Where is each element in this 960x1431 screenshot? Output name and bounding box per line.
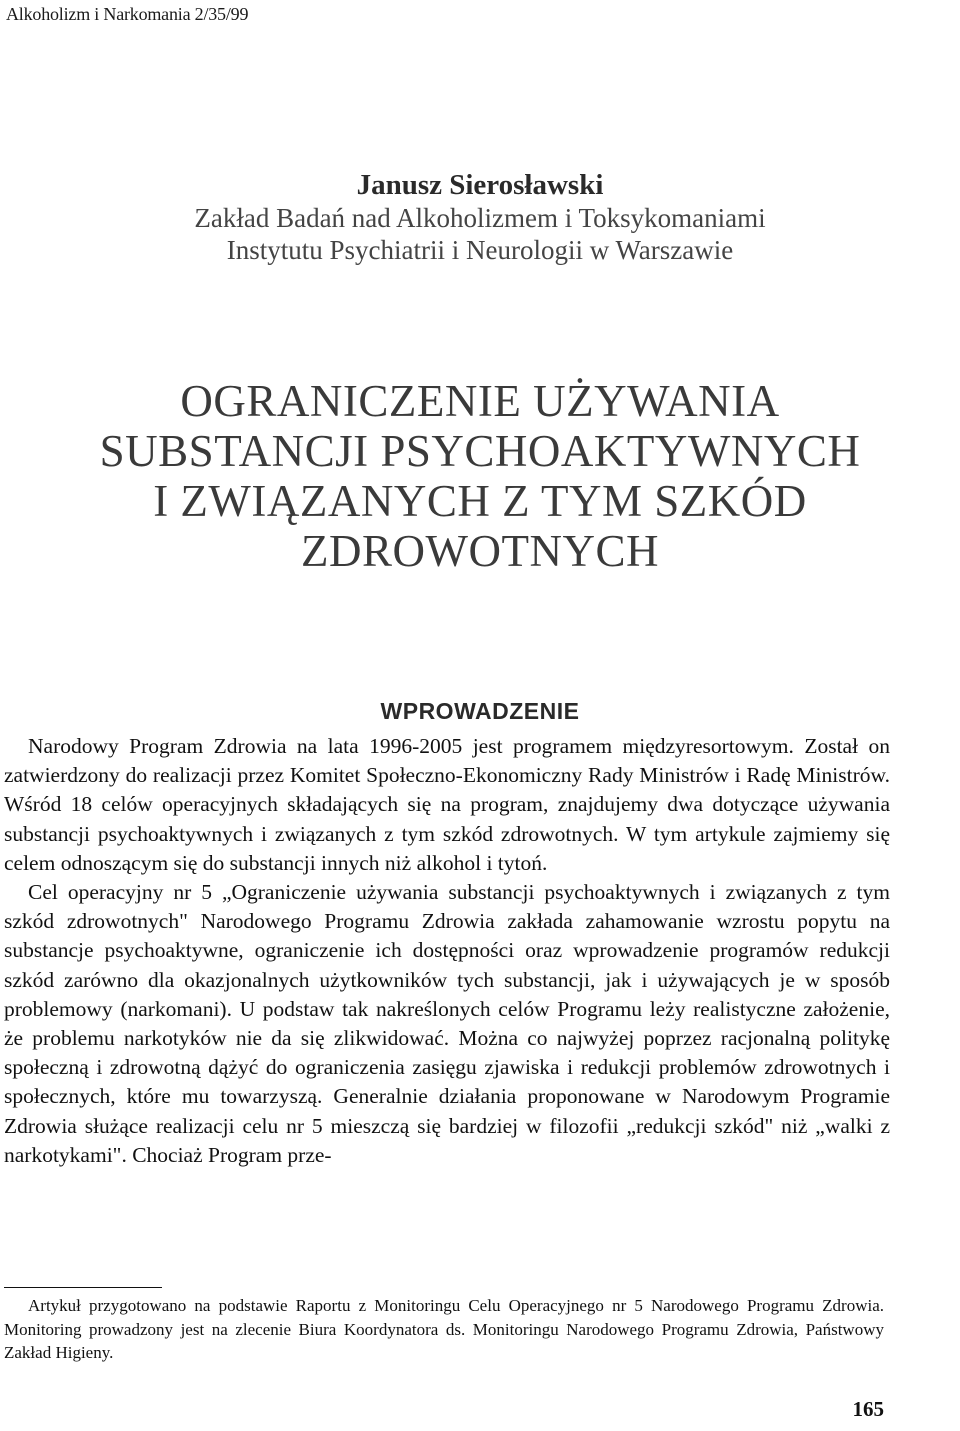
running-head: Alkoholizm i Narkomania 2/35/99 <box>6 4 249 24</box>
footnote: Artykuł przygotowano na podstawie Raportu z Monitoringu Celu Operacyjnego nr 5 Narodowego Programu Zdrowia. Monitoring prowadzony jest na zlecenie Biura Koordynatora ds. Monitoringu Narodowego Programu Zdrowia, Państwowy Zakład Higieny. <box>4 1296 884 1362</box>
footnote-divider <box>4 1287 162 1288</box>
paragraph-1: Narodowy Program Zdrowia na lata 1996-2005 jest programem międzyresortowym. Został on zatwierdzony do realizacji przez Komitet Społeczno-Ekonomiczny Rady Ministrów i Radę Ministrów. Wśród 18 celów operacyjnych składających się na program, znajdujemy dwa dotyczące używania substancji psychoaktywnych i związanych z tym szkód zdrowotnych. W tym artykule zajmiemy się celem odnoszącym się do substancji innych niż alkohol i tytoń. <box>4 734 890 875</box>
affiliation-line-2: Instytutu Psychiatrii i Neurologii w Warszawie <box>226 235 734 265</box>
title-line-3: I ZWIĄZANYCH Z TYM SZKÓD <box>153 476 807 526</box>
title-line-2: SUBSTANCJI PSYCHOAKTYWNYCH <box>99 426 861 476</box>
section-heading: WPROWADZENIE <box>380 698 580 724</box>
affiliation-line-1: Zakład Badań nad Alkoholizmem i Toksykomaniami <box>194 203 766 233</box>
body-text <box>4 732 890 1170</box>
author-name: Janusz Sierosławski <box>356 169 604 201</box>
article-title <box>0 376 960 576</box>
paragraph-2: Cel operacyjny nr 5 „Ograniczenie używania substancji psychoaktywnych i związanych z tym szkód zdrowotnych" Narodowego Programu Zdrowia zakłada zahamowanie wzrostu popytu na substancje psychoaktywne, ograniczenie ich dostępności oraz wprowadzenie programów redukcji szkód zarówno dla okazjonalnych użytkowników tych substancji, jak i używających je w sposób problemowy (narkomani). U podstaw tak nakreślonych celów Programu leży realistyczne założenie, że problemu narkotyków nie da się zlikwidować. Można co najwyżej poprzez racjonalną politykę społeczną i zdrowotną dążyć do ograniczenia zasięgu zjawiska i redukcji problemów zdrowotnych i społecznych, które mu towarzyszą. Generalnie działania proponowane w Narodowym Programie Zdrowia służące realizacji celu nr 5 mieszczą się bardziej w filozofii „redukcji szkód" niż „walki z narkotykami". Chociaż Program prze- <box>4 880 890 1167</box>
author-block <box>0 168 960 266</box>
title-line-4: ZDROWOTNYCH <box>301 526 659 576</box>
title-line-1: OGRANICZENIE UŻYWANIA <box>180 376 780 426</box>
page-number: 165 <box>852 1397 884 1421</box>
